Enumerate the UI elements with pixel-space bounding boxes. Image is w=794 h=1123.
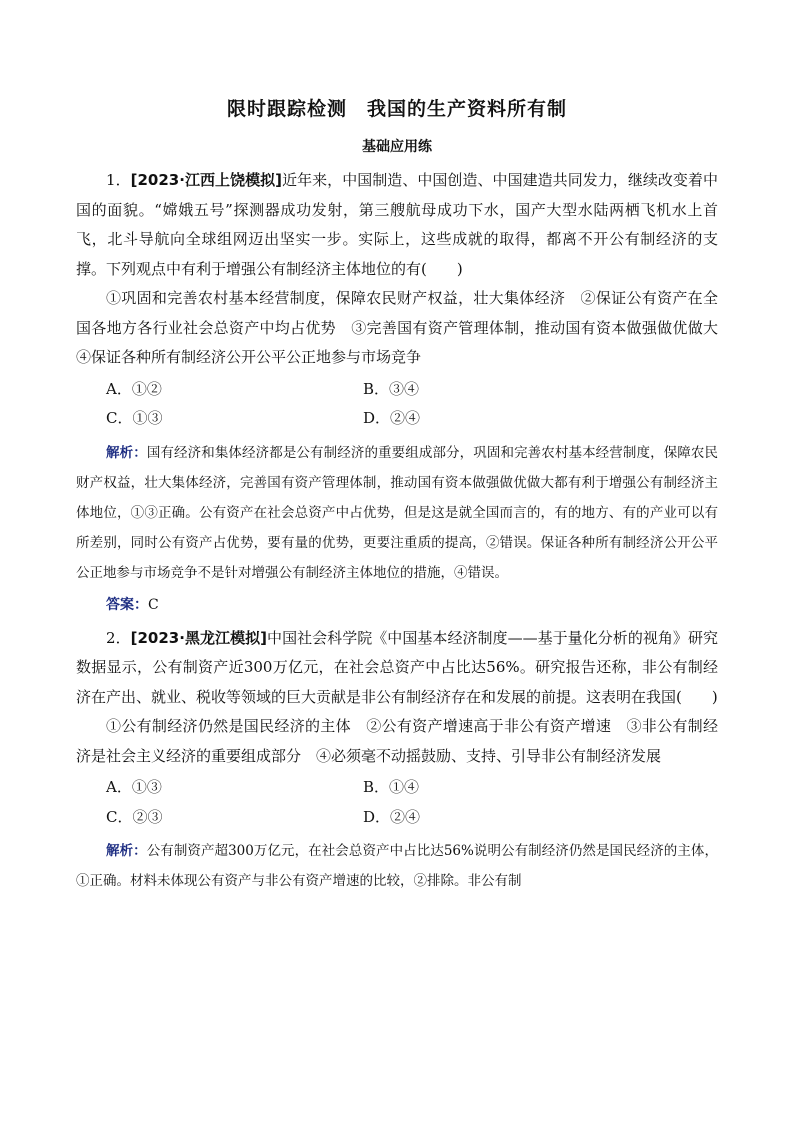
question-stem: [76, 624, 718, 713]
option-a: A．①②: [106, 379, 162, 398]
content: [76, 166, 734, 896]
question-2: [76, 624, 718, 897]
answer-value: C: [148, 596, 159, 613]
options: [76, 773, 718, 832]
question-statements: ①巩固和完善农村基本经营制度，保障农民财产权益，壮大集体经济 ②保证公有资产在全国各地方各行业社会总资产中均占优势 ③完善国有资产管理体制，推动国有资本做强做优做大 ④保证各种所有制经济公开公平公正地参与市场竞争: [76, 289, 734, 366]
question-number: 2．: [106, 628, 131, 647]
option-d: D．②④: [363, 807, 421, 826]
question-number: 1．: [106, 171, 131, 189]
analysis-label: 解析：: [106, 843, 147, 859]
analysis-text: 公有制资产超300万亿元，在社会总资产中占比达56%说明公有制经济仍然是国民经济的主体，①正确。材料未体现公有资产与非公有资产增速的比较，②排除。非公有制: [76, 843, 718, 889]
option-b: B．①④: [363, 778, 420, 796]
question-source: [2023·黑龙江模拟]: [130, 628, 267, 647]
question-statements: ①公有制经济仍然是国民经济的主体 ②公有资产增速高于非公有资产增速 ③非公有制经济是社会主义经济的重要组成部分 ④必须毫不动摇鼓励、支持、引导非公有制经济发展: [76, 717, 718, 765]
answer: [76, 590, 718, 620]
question-source: [2023·江西上饶模拟]: [130, 171, 283, 189]
page-title: 限时跟踪检测 我国的生产资料所有制: [226, 98, 567, 120]
option-b: B．③④: [363, 379, 420, 398]
analysis-text: 国有经济和集体经济都是公有制经济的重要组成部分，巩固和完善农村基本经营制度，保障农民财产权益，壮大集体经济，完善国有资产管理体制，推动国有资本做强做优做大都有利于增强公有制经济主体地位，①③正确。公有资产在社会总资产中占优势，但是这是就全国而言的，有的地方、有的产业可以有所差别，同时公有资产占优势，要有量的优势，更要注重质的提高，②错误。保证各种所有制经济公开公平公正地参与市场竞争不是针对增强公有制经济主体地位的措施，④错误。: [76, 444, 719, 581]
option-c: C．②③: [106, 807, 163, 826]
option-c: C．①③: [106, 409, 163, 427]
question-text: 近年来，中国制造、中国创造、中国建造共同发力，继续改变着中国的面貌。“嫦娥五号”探测器成功发射，第三艘航母成功下水，国产大型水陆两栖飞机水上首飞，北斗导航向全球组网迈出坚实一步。实际上，这些成就的取得，都离不开公有制经济的支撑。下列观点中有利于增强公有制经济主体地位的有( ): [76, 171, 719, 278]
options: [76, 375, 718, 434]
section-heading: 基础应用练: [362, 139, 432, 155]
analysis: [76, 438, 718, 588]
question-1: [76, 166, 734, 620]
option-d: D．②④: [363, 409, 421, 427]
analysis-label: 解析：: [106, 444, 147, 461]
option-a: A．①③: [106, 778, 162, 796]
analysis: [76, 836, 718, 896]
answer-label: 答案：: [106, 596, 148, 613]
question-text: 中国社会科学院《中国基本经济制度——基于量化分析的视角》研究数据显示，公有制资产近300万亿元，在社会总资产中占比达56%。研究报告还称，非公有制经济在产出、就业、税收等领域的巨大贡献是非公有制经济存在和发展的前提。这表明在我国( ): [76, 628, 718, 706]
question-stem: [76, 166, 718, 284]
